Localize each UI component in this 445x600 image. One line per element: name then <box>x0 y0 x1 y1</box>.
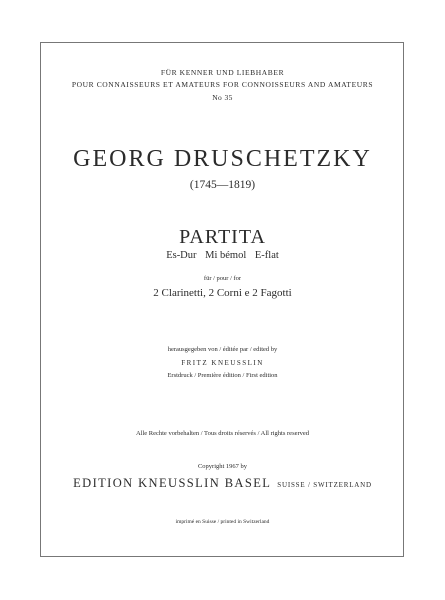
series-number: No 35 <box>212 93 233 102</box>
copyright-line: Copyright 1967 by <box>197 463 248 470</box>
rights-notice: Alle Rechte vorbehalten / Tous droits réservés / All rights reserved <box>135 430 310 437</box>
series-subtitle: POUR CONNAISSEURS ET AMATEURS FOR CONNOISSEURS AND AMATEURS <box>71 80 374 89</box>
publisher-country: SUISSE / SWITZERLAND <box>277 481 372 489</box>
printed-in-notice: imprimé en Suisse / printed in Switzerland <box>175 519 270 525</box>
composer-name: GEORG DRUSCHETZKY <box>73 146 372 172</box>
publisher-name: EDITION KNEUSSLIN BASEL <box>73 476 272 490</box>
work-key <box>0 250 445 261</box>
for-label: für / pour / for <box>203 275 242 282</box>
key-french: Mi bémol <box>205 250 247 261</box>
first-edition-label: Erstdruck / Première édition / First edition <box>167 372 278 379</box>
edited-by-label: herausgegeben von / éditée par / edited by <box>167 346 278 353</box>
series-title: FÜR KENNER UND LIEBHABER <box>160 68 285 77</box>
key-english: E-flat <box>254 250 279 261</box>
publisher-line <box>0 476 445 491</box>
work-title: PARTITA <box>179 226 266 248</box>
instrumentation: 2 Clarinetti, 2 Corni e 2 Fagotti <box>153 287 292 299</box>
editor-name: FRITZ KNEUSSLIN <box>181 359 264 367</box>
composer-dates: (1745—1819) <box>189 179 256 191</box>
key-german: Es-Dur <box>166 250 197 261</box>
